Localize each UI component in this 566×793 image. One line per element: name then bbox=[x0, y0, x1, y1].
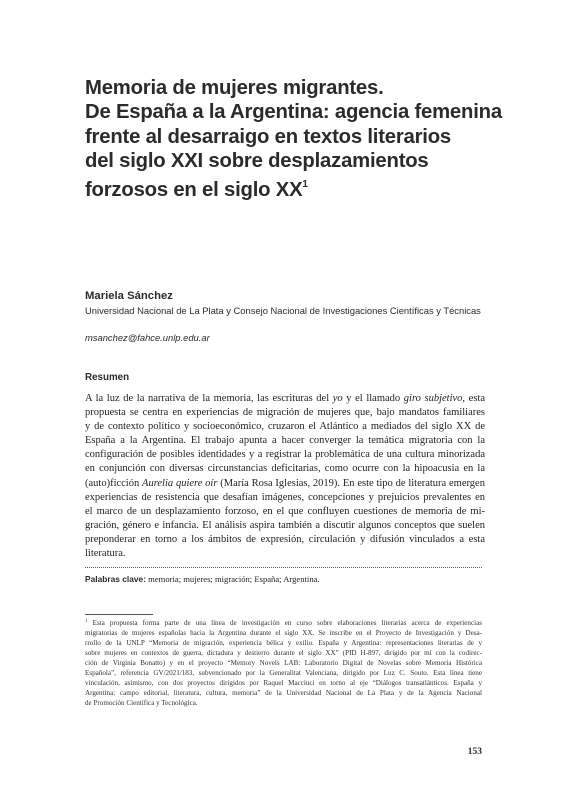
article-title bbox=[85, 76, 515, 202]
author-affiliation: Universidad Nacional de La Plata y Consejo Nacional de Investigaciones Científicas y Técnicas bbox=[85, 305, 481, 316]
keywords bbox=[85, 574, 320, 584]
dotted-divider bbox=[85, 567, 482, 568]
footnote-line: Argentina: campo editorial, literatura, cultura, memoria” de la Universidad Nacional de La Plata y de la Agencia Nacional bbox=[85, 689, 482, 697]
footnote-line: sobre mujeres en contextos de guerra, dictadura y destierro durante el siglo XX” (PID H-897, dirigido por mí con la codirec- bbox=[85, 649, 482, 657]
abstract-line: configuración de posibles identidades y a registrar la problemática de una cultura minorizada bbox=[85, 449, 485, 461]
title-line: del siglo XXI sobre desplazamientos bbox=[85, 149, 429, 172]
abstract-italic: giro subjetivo bbox=[403, 393, 463, 404]
footnote-line: vinculación, asimismo, con dos proyectos dirigidos por Raquel Macciuci en torno al eje “Diálogos transatlánticos. España y bbox=[85, 679, 482, 687]
abstract-line: el marco de un desplazamiento forzoso, en el que confluyen cuestiones de memoria de mi- bbox=[85, 505, 485, 517]
title-footnote-mark[interactable]: 1 bbox=[302, 179, 308, 191]
abstract-italic: yo bbox=[332, 393, 343, 404]
page-number: 153 bbox=[467, 747, 482, 757]
keywords-label: Palabras clave: bbox=[85, 574, 146, 584]
abstract-line: gración, género e infancia. El análisis aspira también a discutir algunos conceptos que suelen bbox=[85, 519, 485, 531]
title-line-text: forzosos en el siglo XX bbox=[85, 179, 303, 202]
footnote-rule bbox=[85, 614, 153, 615]
footnote-line: rrollo de la UNLP “Memoria de migración, experiencia bélica y exilio. España y Argentina: representaciones literarias de y bbox=[85, 639, 482, 647]
footnote-mark: 1 bbox=[85, 619, 88, 624]
author-email[interactable]: msanchez@fahce.unlp.edu.ar bbox=[85, 332, 210, 343]
abstract-line: y de contexto político y socioeconómico, cruzaron el Atlántico a mediados del siglo XX de bbox=[85, 421, 485, 433]
footnote-line: Española”, referencia GV/2021/183, subvencionado por la Generalitat Valenciana, dirigido por Luz C. Souto. Esta línea tiene bbox=[85, 669, 482, 677]
abstract-line: A la luz de la narrativa de la memoria, las escrituras del yo y el llamado giro subjetivo, esta bbox=[85, 393, 485, 404]
footnote-line: ción de Virginia Bonatto) y en el proyecto “Memory Novels LAB: Laboratorio Digital de Novelas sobre Memoria Histórica bbox=[85, 659, 482, 667]
footnote bbox=[85, 617, 482, 708]
abstract-body bbox=[85, 392, 485, 561]
abstract-line: España a la Argentina. El trabajo apunta a hacer converger la temática migratoria con la bbox=[85, 435, 485, 447]
author-name: Mariela Sánchez bbox=[85, 290, 173, 302]
abstract-line: literatura. bbox=[85, 548, 126, 560]
footnote-line: $^1$ Esta propuesta forma parte de una línea de investigación en curso sobre elaboraciones literarias acerca de experiencias bbox=[85, 619, 482, 627]
title-line: Memoria de mujeres migrantes. bbox=[85, 77, 384, 99]
title-line: frente al desarraigo en textos literarios bbox=[85, 125, 452, 148]
abstract-line: experiencias de resistencia que desafían imágenes, concepciones y prejuicios prevalentes en bbox=[85, 491, 485, 503]
footnote-line: migratorias de mujeres españolas hacia la Argentina durante el siglo XX. Se inscribe en el Proyecto de Investigación y Desa- bbox=[85, 629, 482, 637]
abstract-line: preponderar en torno a los ámbitos de expresión, circulación y difusión vinculados a esta bbox=[85, 533, 485, 545]
footnote-line: de Promoción Científica y Tecnológica. bbox=[85, 699, 198, 707]
abstract-line: (auto)ficción Aurelia quiere oír (María Rosa Iglesias, 2019). En este tipo de literatura emergen bbox=[85, 477, 485, 489]
keywords-text: memoria; mujeres; migración; España; Argentina. bbox=[146, 574, 320, 584]
abstract-line: propuesta se centra en experiencias de migración de mujeres que, bajo mandatos familiares bbox=[85, 407, 485, 419]
abstract-heading: Resumen bbox=[85, 372, 130, 383]
abstract-italic: Aurelia quiere oír bbox=[142, 477, 218, 489]
abstract-line: en conjunción con diversas circunstancias deficitarias, como ocurre con la hipoacusia en la bbox=[85, 463, 485, 475]
title-line bbox=[85, 173, 515, 202]
title-line: De España a la Argentina: agencia femenina bbox=[85, 101, 502, 124]
